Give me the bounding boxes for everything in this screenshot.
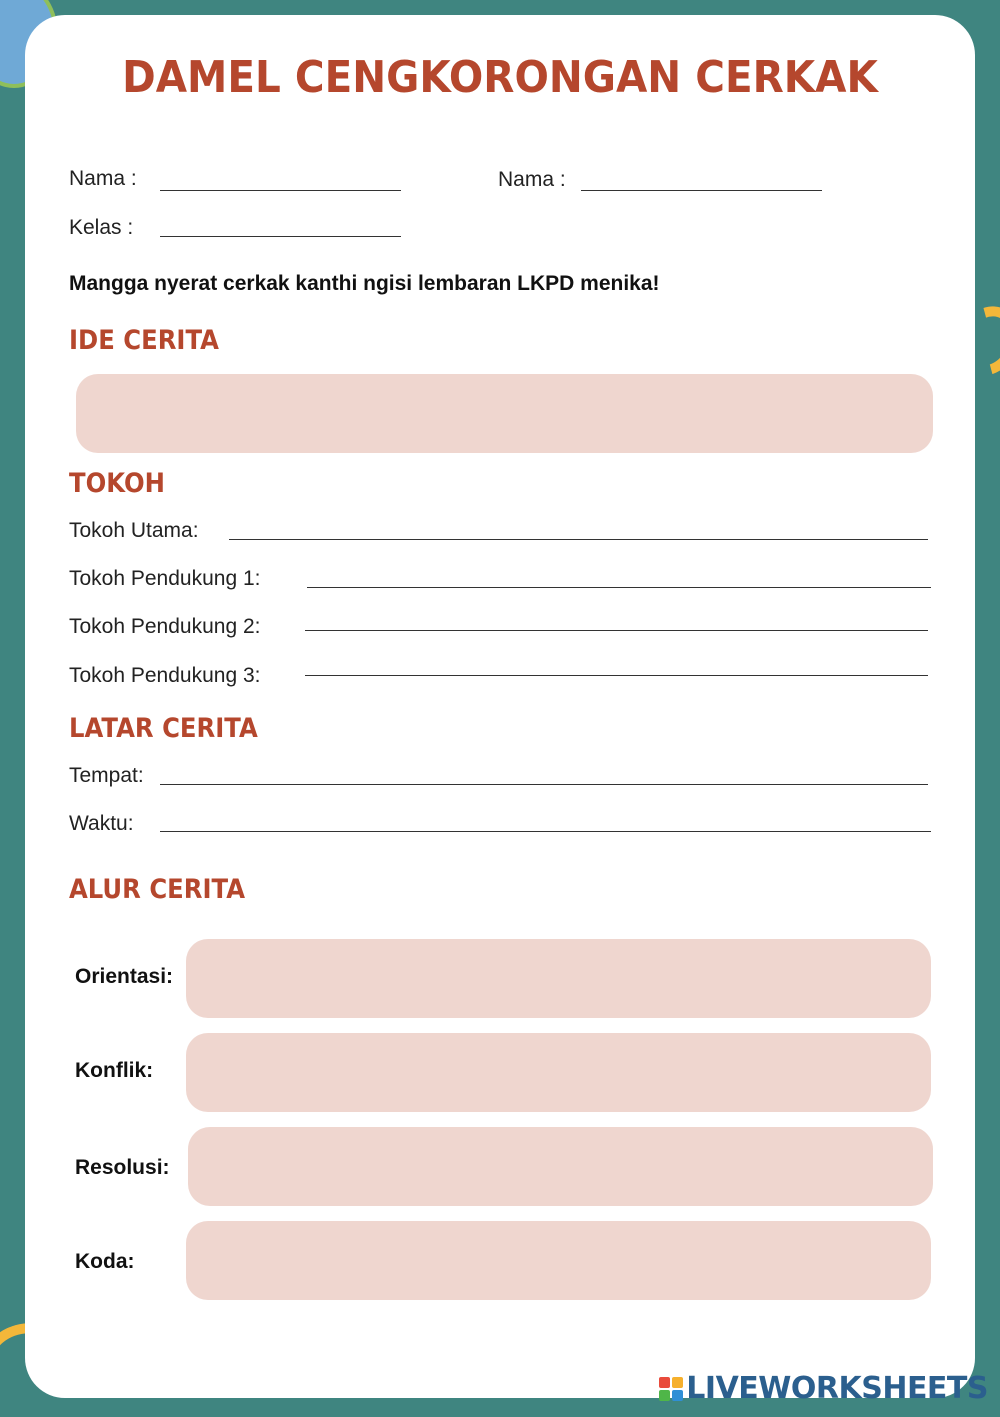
page-title: DAMEL CENGKORONGAN CERKAK <box>122 52 878 103</box>
coda-answer-box[interactable] <box>186 1221 931 1300</box>
coda-label: Koda: <box>75 1250 135 1273</box>
tokoh-support-3-label: Tokoh Pendukung 3: <box>69 664 261 687</box>
alur-heading: ALUR CERITA <box>69 874 246 905</box>
name-label-2: Nama : <box>498 168 566 191</box>
name-label-1: Nama : <box>69 167 137 190</box>
liveworksheets-text: LIVEWORKSHEETS <box>686 1371 988 1406</box>
resolution-label: Resolusi: <box>75 1156 170 1179</box>
latar-place-label: Tempat: <box>69 764 144 787</box>
latar-time-label: Waktu: <box>69 812 134 835</box>
tokoh-heading: TOKOH <box>69 468 165 499</box>
liveworksheets-logo-icon <box>659 1377 683 1401</box>
tokoh-support-1-label: Tokoh Pendukung 1: <box>69 567 261 590</box>
latar-heading: LATAR CERITA <box>69 713 258 744</box>
tokoh-support-1-field[interactable] <box>307 587 931 588</box>
tokoh-main-field[interactable] <box>229 539 928 540</box>
ide-heading: IDE CERITA <box>69 325 219 356</box>
orientation-answer-box[interactable] <box>186 939 931 1018</box>
latar-place-field[interactable] <box>160 784 928 785</box>
liveworksheets-brand <box>659 1371 988 1406</box>
instruction-text: Mangga nyerat cerkak kanthi ngisi lembaran LKPD menika! <box>69 272 660 295</box>
name-field-2[interactable] <box>581 190 822 191</box>
class-field[interactable] <box>160 236 401 237</box>
conflict-answer-box[interactable] <box>186 1033 931 1112</box>
latar-time-field[interactable] <box>160 831 931 832</box>
class-label: Kelas : <box>69 216 134 239</box>
tokoh-support-2-label: Tokoh Pendukung 2: <box>69 615 261 638</box>
resolution-answer-box[interactable] <box>188 1127 933 1206</box>
orientation-label: Orientasi: <box>75 965 174 988</box>
tokoh-support-2-field[interactable] <box>305 630 928 631</box>
tokoh-main-label: Tokoh Utama: <box>69 519 199 542</box>
name-field-1[interactable] <box>160 190 401 191</box>
conflict-label: Konflik: <box>75 1059 154 1082</box>
ide-answer-box[interactable] <box>76 374 933 453</box>
tokoh-support-3-field[interactable] <box>305 675 928 676</box>
